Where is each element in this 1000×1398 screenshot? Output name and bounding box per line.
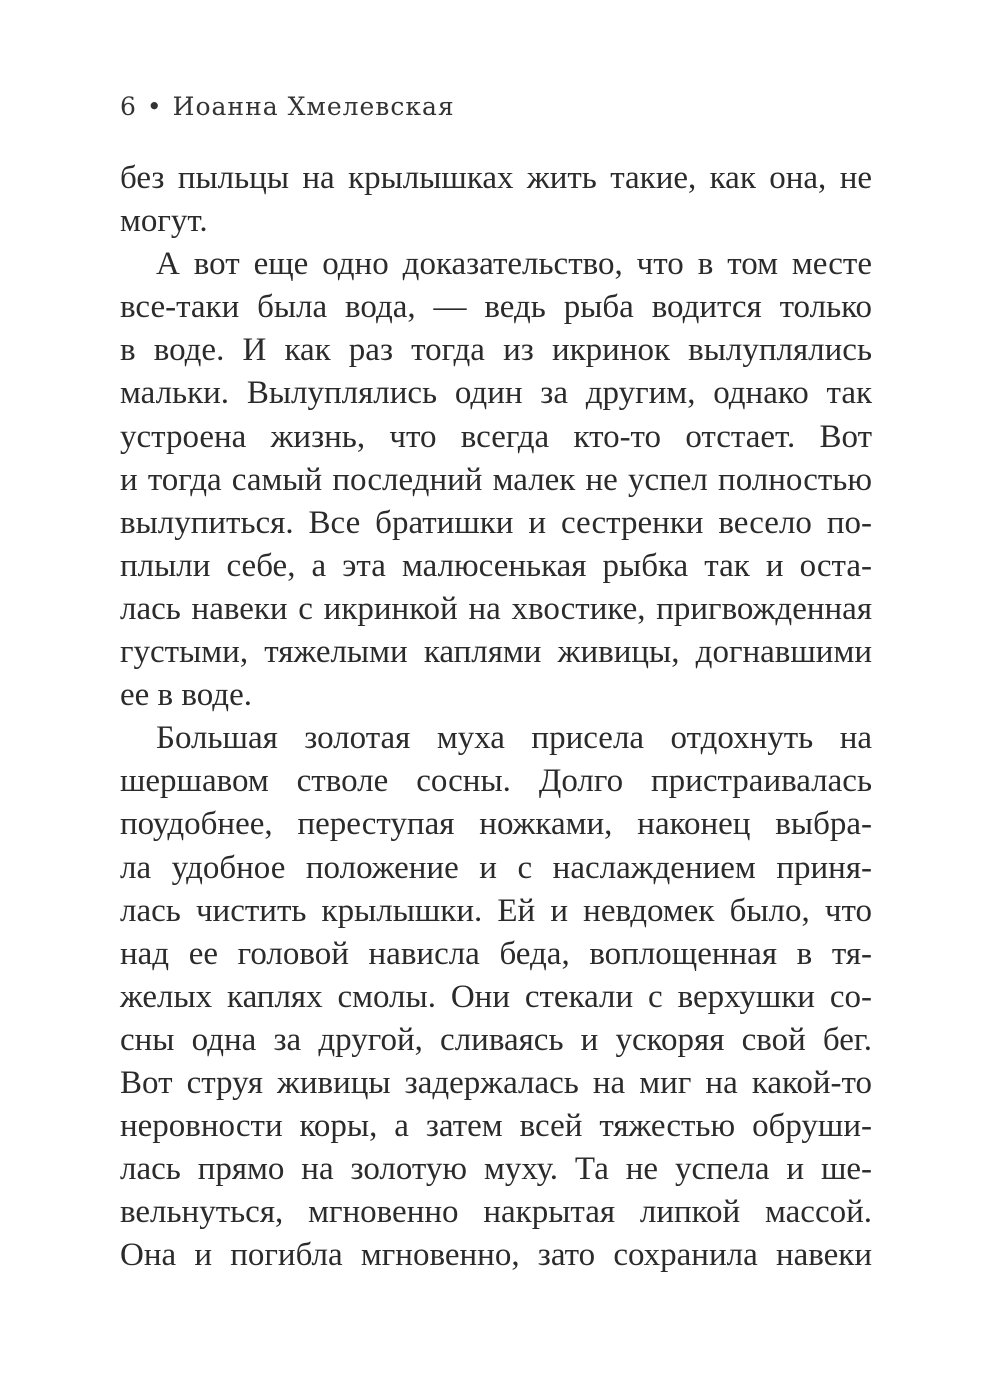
text-line: лась навеки с икринкой на хвостике, пригвожденная bbox=[120, 590, 872, 627]
text-line: желых каплях смолы. Они стекали с верхушки со- bbox=[120, 978, 872, 1015]
text-line: ее в воде. bbox=[120, 677, 252, 714]
text-line: без пыльцы на крылышках жить такие, как она, не bbox=[120, 160, 872, 196]
text-line: могут. bbox=[120, 203, 208, 240]
text-line: шершавом стволе сосны. Долго пристраивалась bbox=[120, 763, 872, 800]
text-line: и тогда самый последний малек не успел полностью bbox=[120, 461, 872, 498]
text-line: лась чистить крылышки. Ей и невдомек было, что bbox=[120, 892, 872, 929]
text-line: все-таки была вода, — ведь рыба водится только bbox=[120, 289, 872, 326]
text-line: густыми, тяжелыми каплями живицы, догнавшими bbox=[120, 634, 872, 671]
text-line: вылупиться. Все братишки и сестренки весело по- bbox=[120, 504, 872, 541]
header-separator: • bbox=[146, 92, 163, 121]
text-line: вельнуться, мгновенно накрытая липкой массой. bbox=[120, 1194, 872, 1231]
text-line: Вот струя живицы задержалась на миг на какой-то bbox=[120, 1064, 872, 1101]
text-line: поудобнее, переступая ножками, наконец выбра- bbox=[120, 806, 872, 843]
text-line: плыли себе, а эта малюсенькая рыбка так и оста- bbox=[120, 547, 872, 584]
text-line: Она и погибла мгновенно, зато сохранила навеки bbox=[120, 1237, 872, 1274]
text-line: неровности коры, а затем всей тяжестью обруши- bbox=[120, 1108, 872, 1145]
author-name: Иоанна Хмелевская bbox=[172, 92, 455, 121]
text-line: А вот еще одно доказательство, что в том месте bbox=[156, 246, 872, 283]
text-line: Большая золотая муха присела отдохнуть на bbox=[156, 720, 872, 757]
text-line: лась прямо на золотую муху. Та не успела и ше- bbox=[120, 1151, 872, 1188]
text-line: мальки. Вылуплялись один за другим, однако так bbox=[120, 375, 872, 412]
text-line: сны одна за другой, сливаясь и ускоряя свой бег. bbox=[120, 1021, 872, 1058]
text-line: ла удобное положение и с наслаждением приня- bbox=[120, 849, 872, 886]
body-text bbox=[120, 157, 872, 1277]
text-line: над ее головой нависла беда, воплощенная в тя- bbox=[120, 935, 872, 972]
page-number: 6 bbox=[120, 92, 137, 121]
text-line: в воде. И как раз тогда из икринок вылуплялись bbox=[120, 332, 872, 369]
running-head bbox=[120, 92, 455, 121]
text-line: устроена жизнь, что всегда кто-то отстает. Вот bbox=[120, 418, 872, 455]
